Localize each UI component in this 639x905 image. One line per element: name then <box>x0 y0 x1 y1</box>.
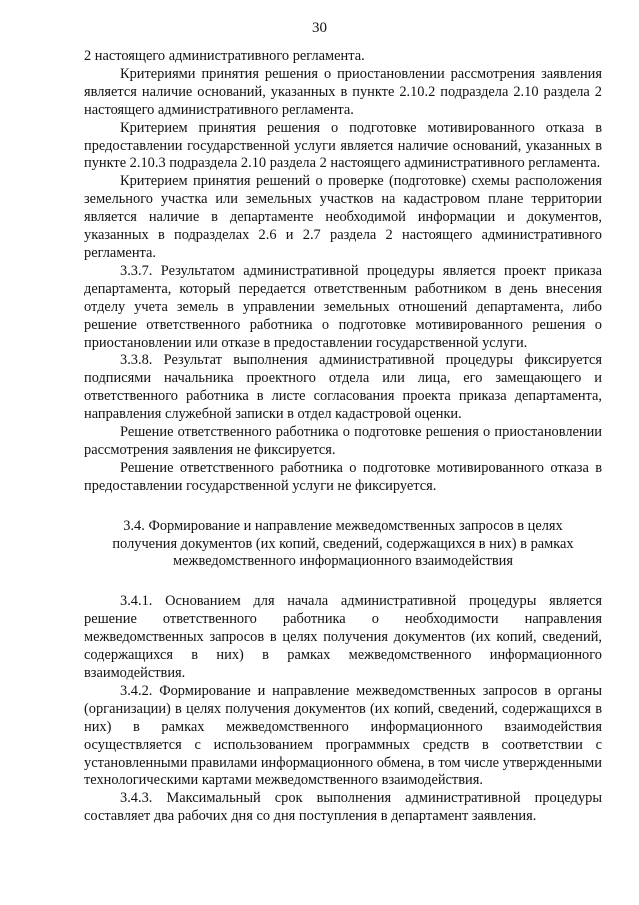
paragraph-suspension-not-recorded: Решение ответственного работника о подготовке решения о приостановлении рассмотрения заявления не фиксируется. <box>84 424 602 458</box>
document-body <box>84 48 602 826</box>
paragraph-3-4-1: 3.4.1. Основанием для начала административной процедуры является решение ответственного работника о необходимости направления межведомственных запросов в целях получения документов (их копий, сведений, содержащихся в них) в рамках межведомственного информационного взаимодействия. <box>84 593 602 681</box>
paragraph-continuation: 2 настоящего административного регламента. <box>84 48 365 64</box>
paragraph-3-4-3: 3.4.3. Максимальный срок выполнения административной процедуры составляет два рабочих дня со дня поступления в департамент заявления. <box>84 790 602 825</box>
paragraph-refusal-criteria: Критерием принятия решения о подготовке мотивированного отказа в предоставлении государственной услуги является наличие оснований, указанных в пункте 2.10.3 подраздела 2.10 раздела 2 настоящего административного регламента. <box>84 119 602 172</box>
paragraph-scheme-criteria: Критерием принятия решений о проверке (подготовке) схемы расположения земельного участка или земельных участков на кадастровом плане территории является наличие в департаменте необходимой информации и документов, указанных в подразделах 2.6 и 2.7 раздела 2 настоящего административного регламента. <box>84 173 602 261</box>
page-number: 30 <box>312 20 327 36</box>
section-heading-line: получения документов (их копий, сведений, содержащихся в них) в рамках <box>112 535 574 552</box>
section-heading-line: 3.4. Формирование и направление межведомственных запросов в целях <box>123 517 563 534</box>
section-heading-3-4 <box>84 518 602 572</box>
paragraph-suspension-criteria: Критериями принятия решения о приостановлении рассмотрения заявления является наличие оснований, указанных в пункте 2.10.2 подраздела 2.10 раздела 2 настоящего административного регламента. <box>84 65 602 118</box>
paragraph-3-4-2: 3.4.2. Формирование и направление межведомственных запросов в органы (организации) в целях получения документов (их копий, сведений, содержащихся в них) в рамках межведомственного информационного взаимодействия осуществляется с использованием программных средств в соответствии с установленными правилами информационного обмена, в том числе утвержденными технологическими картами межведомственного взаимодействия. <box>84 682 602 789</box>
paragraph-3-3-7: 3.3.7. Результатом административной процедуры является проект приказа департамента, который передается ответственным работником в день внесения отделу учета земель в управлении земельных отношений департамента, либо решение ответственного работника о подготовке мотивированного решения о приостановлении или отказе в предоставлении государственной услуги. <box>84 262 602 351</box>
paragraph-refusal-not-recorded: Решение ответственного работника о подготовке мотивированного отказа в предоставлении государственной услуги не фиксируется. <box>84 459 602 494</box>
paragraph-3-3-8: 3.3.8. Результат выполнения административной процедуры фиксируется подписями начальника проектного отдела или лица, его замещающего и ответственного работника в листе согласования проекта приказа департамента, направления служебной записки в отдел кадастровой оценки. <box>84 352 602 423</box>
section-heading-line: межведомственного информационного взаимодействия <box>173 553 513 570</box>
